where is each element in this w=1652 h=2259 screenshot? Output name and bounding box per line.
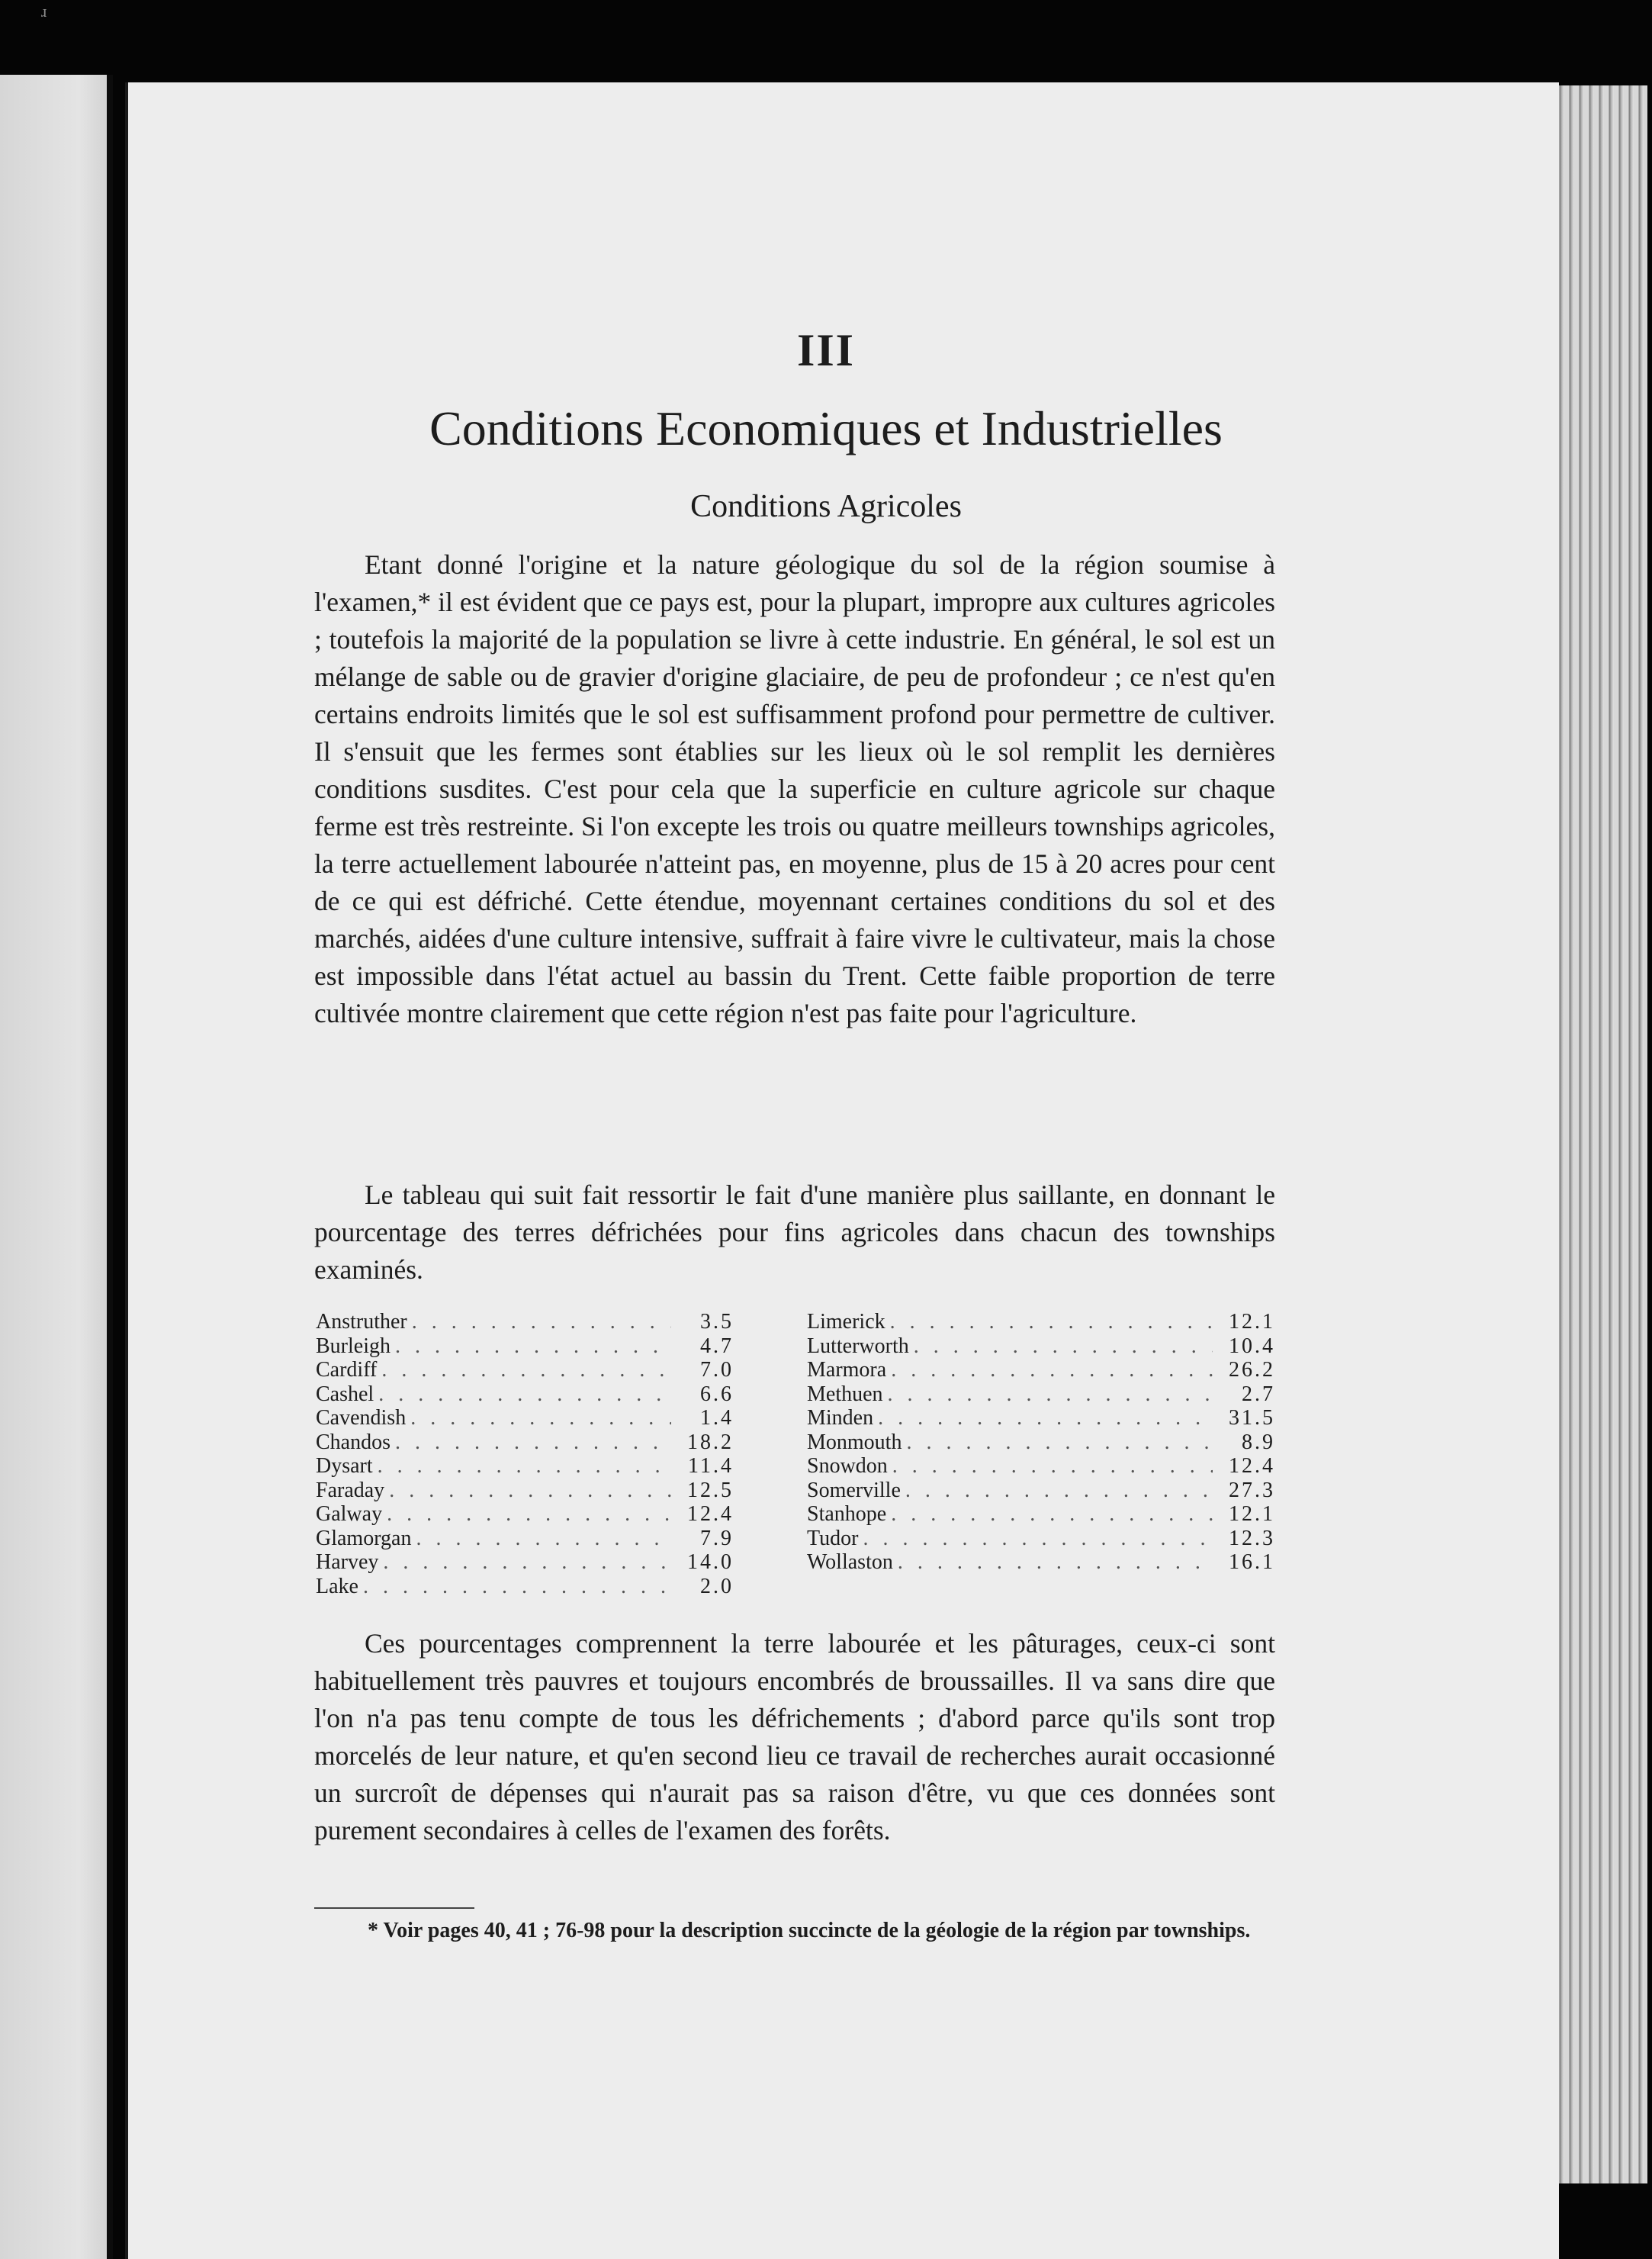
township-name: Minden — [807, 1406, 874, 1430]
township-name: Faraday — [316, 1478, 385, 1502]
table-row — [316, 1358, 734, 1382]
township-name: Cavendish — [316, 1406, 407, 1430]
township-name: Wollaston — [807, 1550, 893, 1574]
table-row — [807, 1527, 1275, 1551]
township-name: Harvey — [316, 1550, 379, 1574]
township-name: Methuen — [807, 1382, 883, 1406]
table-row — [316, 1334, 734, 1359]
township-percentage: 12.4 — [687, 1502, 734, 1526]
table-row — [807, 1334, 1275, 1359]
table-row — [316, 1382, 734, 1407]
township-percentage: 31.5 — [1229, 1406, 1275, 1430]
table-row — [316, 1406, 734, 1430]
township-percentage: 12.1 — [1229, 1310, 1275, 1334]
table-row — [316, 1550, 734, 1575]
township-name: Snowdon — [807, 1454, 888, 1478]
corner-mark: ɹ — [41, 2, 47, 21]
township-percentage: 2.7 — [1242, 1382, 1275, 1406]
township-percentage: 12.5 — [687, 1478, 734, 1502]
footnote-rule — [314, 1907, 474, 1909]
table-row — [807, 1358, 1275, 1382]
paragraph-table-intro: Le tableau qui suit fait ressortir le fait d'une manière plus saillante, en donnant le pourcentage des terres défrichées pour fins agricoles dans chacun des townships examinés. — [314, 1179, 1275, 1285]
township-name: Limerick — [807, 1310, 885, 1334]
table-row — [316, 1310, 734, 1334]
township-percentage: 10.4 — [1229, 1334, 1275, 1358]
township-name: Somerville — [807, 1478, 901, 1502]
township-percentage: 14.0 — [687, 1550, 734, 1574]
township-percentage: 16.1 — [1229, 1550, 1275, 1574]
table-row — [807, 1382, 1275, 1407]
footnote: * Voir pages 40, 41 ; 76-98 pour la description succincte de la géologie de la région par townships. — [368, 1919, 1251, 1942]
table-row — [807, 1479, 1275, 1503]
township-name: Cardiff — [316, 1358, 378, 1382]
chapter-number: III — [796, 325, 856, 375]
paragraph-soil-conditions: Etant donné l'origine et la nature géologique du sol de la région soumise à l'examen,* il est évident que ce pays est, pour la plupart, impropre aux cultures agricoles ; toutefois la majorité de la population se livre à cette industrie. En général, le sol est un mélange de sable ou de gravier d'origine glaciaire, de peu de profondeur ; ce n'est qu'en certains endroits limités que le sol est suffisamment profond pour permettre de cultiver. Il s'ensuit que les fermes sont établies sur les lieux où le sol remplit les dernières conditions susdites. C'est pour cela que la superficie en culture agricole sur chaque ferme est très restreinte. Si l'on excepte les trois ou quatre meilleurs townships agricoles, la terre actuellement labourée n'atteint pas, en moyenne, plus de 15 à 20 acres pour cent de ce qui est défriché. Cette étendue, moyennant certaines conditions du sol et des marchés, aidées d'une culture intensive, suffrait à faire vivre le cultivateur, mais la chose est impossible dans l'état actuel au bassin du Trent. Cette faible proportion de terre cultivée montre clairement que cette région n'est pas faite pour l'agriculture. — [314, 549, 1275, 1028]
table-row — [316, 1502, 734, 1527]
table-row — [807, 1406, 1275, 1430]
table-row — [316, 1575, 734, 1599]
township-percentage: 18.2 — [687, 1430, 734, 1454]
table-row — [316, 1430, 734, 1455]
township-percentage: 26.2 — [1229, 1358, 1275, 1382]
township-name: Monmouth — [807, 1430, 902, 1454]
township-percentage: 12.3 — [1229, 1526, 1275, 1550]
township-percentage: 8.9 — [1242, 1430, 1275, 1454]
township-name: Lake — [316, 1574, 358, 1598]
township-name: Dysart — [316, 1454, 373, 1478]
table-row — [316, 1479, 734, 1503]
table-row — [316, 1454, 734, 1479]
table-row — [807, 1502, 1275, 1527]
paragraph-percentages-note: Ces pourcentages comprennent la terre labourée et les pâturages, ceux-ci sont habituellement très pauvres et toujours encombrés de broussailles. Il va sans dire que l'on n'a pas tenu compte de tous les défrichements ; d'abord parce qu'ils sont trop morcelés de leur nature, et qu'en second lieu ce travail de recherches aurait occasionné un surcroît de dépenses qui n'aurait pas sa raison d'être, vu que ces données sont purement secondaires à celles de l'examen des forêts. — [314, 1628, 1275, 1845]
table-row — [807, 1550, 1275, 1575]
township-name: Cashel — [316, 1382, 374, 1406]
township-name: Galway — [316, 1502, 383, 1526]
township-name: Tudor — [807, 1526, 859, 1550]
township-percentage: 12.4 — [1229, 1454, 1275, 1478]
township-percentage: 11.4 — [688, 1454, 734, 1478]
section-subtitle: Conditions Agricoles — [690, 489, 962, 524]
table-row — [807, 1454, 1275, 1479]
township-percentage: 27.3 — [1229, 1478, 1275, 1502]
township-percentage: 6.6 — [700, 1382, 734, 1406]
township-name: Chandos — [316, 1430, 391, 1454]
township-name: Marmora — [807, 1358, 887, 1382]
township-name: Glamorgan — [316, 1526, 412, 1550]
township-name: Anstruther — [316, 1310, 407, 1334]
township-percentage: 4.7 — [700, 1334, 734, 1358]
township-table-right — [807, 1310, 1275, 1575]
township-percentage: 1.4 — [700, 1406, 734, 1430]
table-row — [807, 1430, 1275, 1455]
township-percentage: 7.0 — [700, 1358, 734, 1382]
township-name: Stanhope — [807, 1502, 887, 1526]
township-percentage: 2.0 — [700, 1574, 734, 1598]
township-name: Lutterworth — [807, 1334, 909, 1358]
township-table-left — [316, 1310, 734, 1598]
table-row — [316, 1527, 734, 1551]
township-percentage: 12.1 — [1229, 1502, 1275, 1526]
township-name: Burleigh — [316, 1334, 391, 1358]
township-percentage: 7.9 — [700, 1526, 734, 1550]
table-row — [807, 1310, 1275, 1334]
chapter-title: Conditions Economiques et Industrielles — [429, 401, 1223, 455]
township-percentage: 3.5 — [700, 1310, 734, 1334]
